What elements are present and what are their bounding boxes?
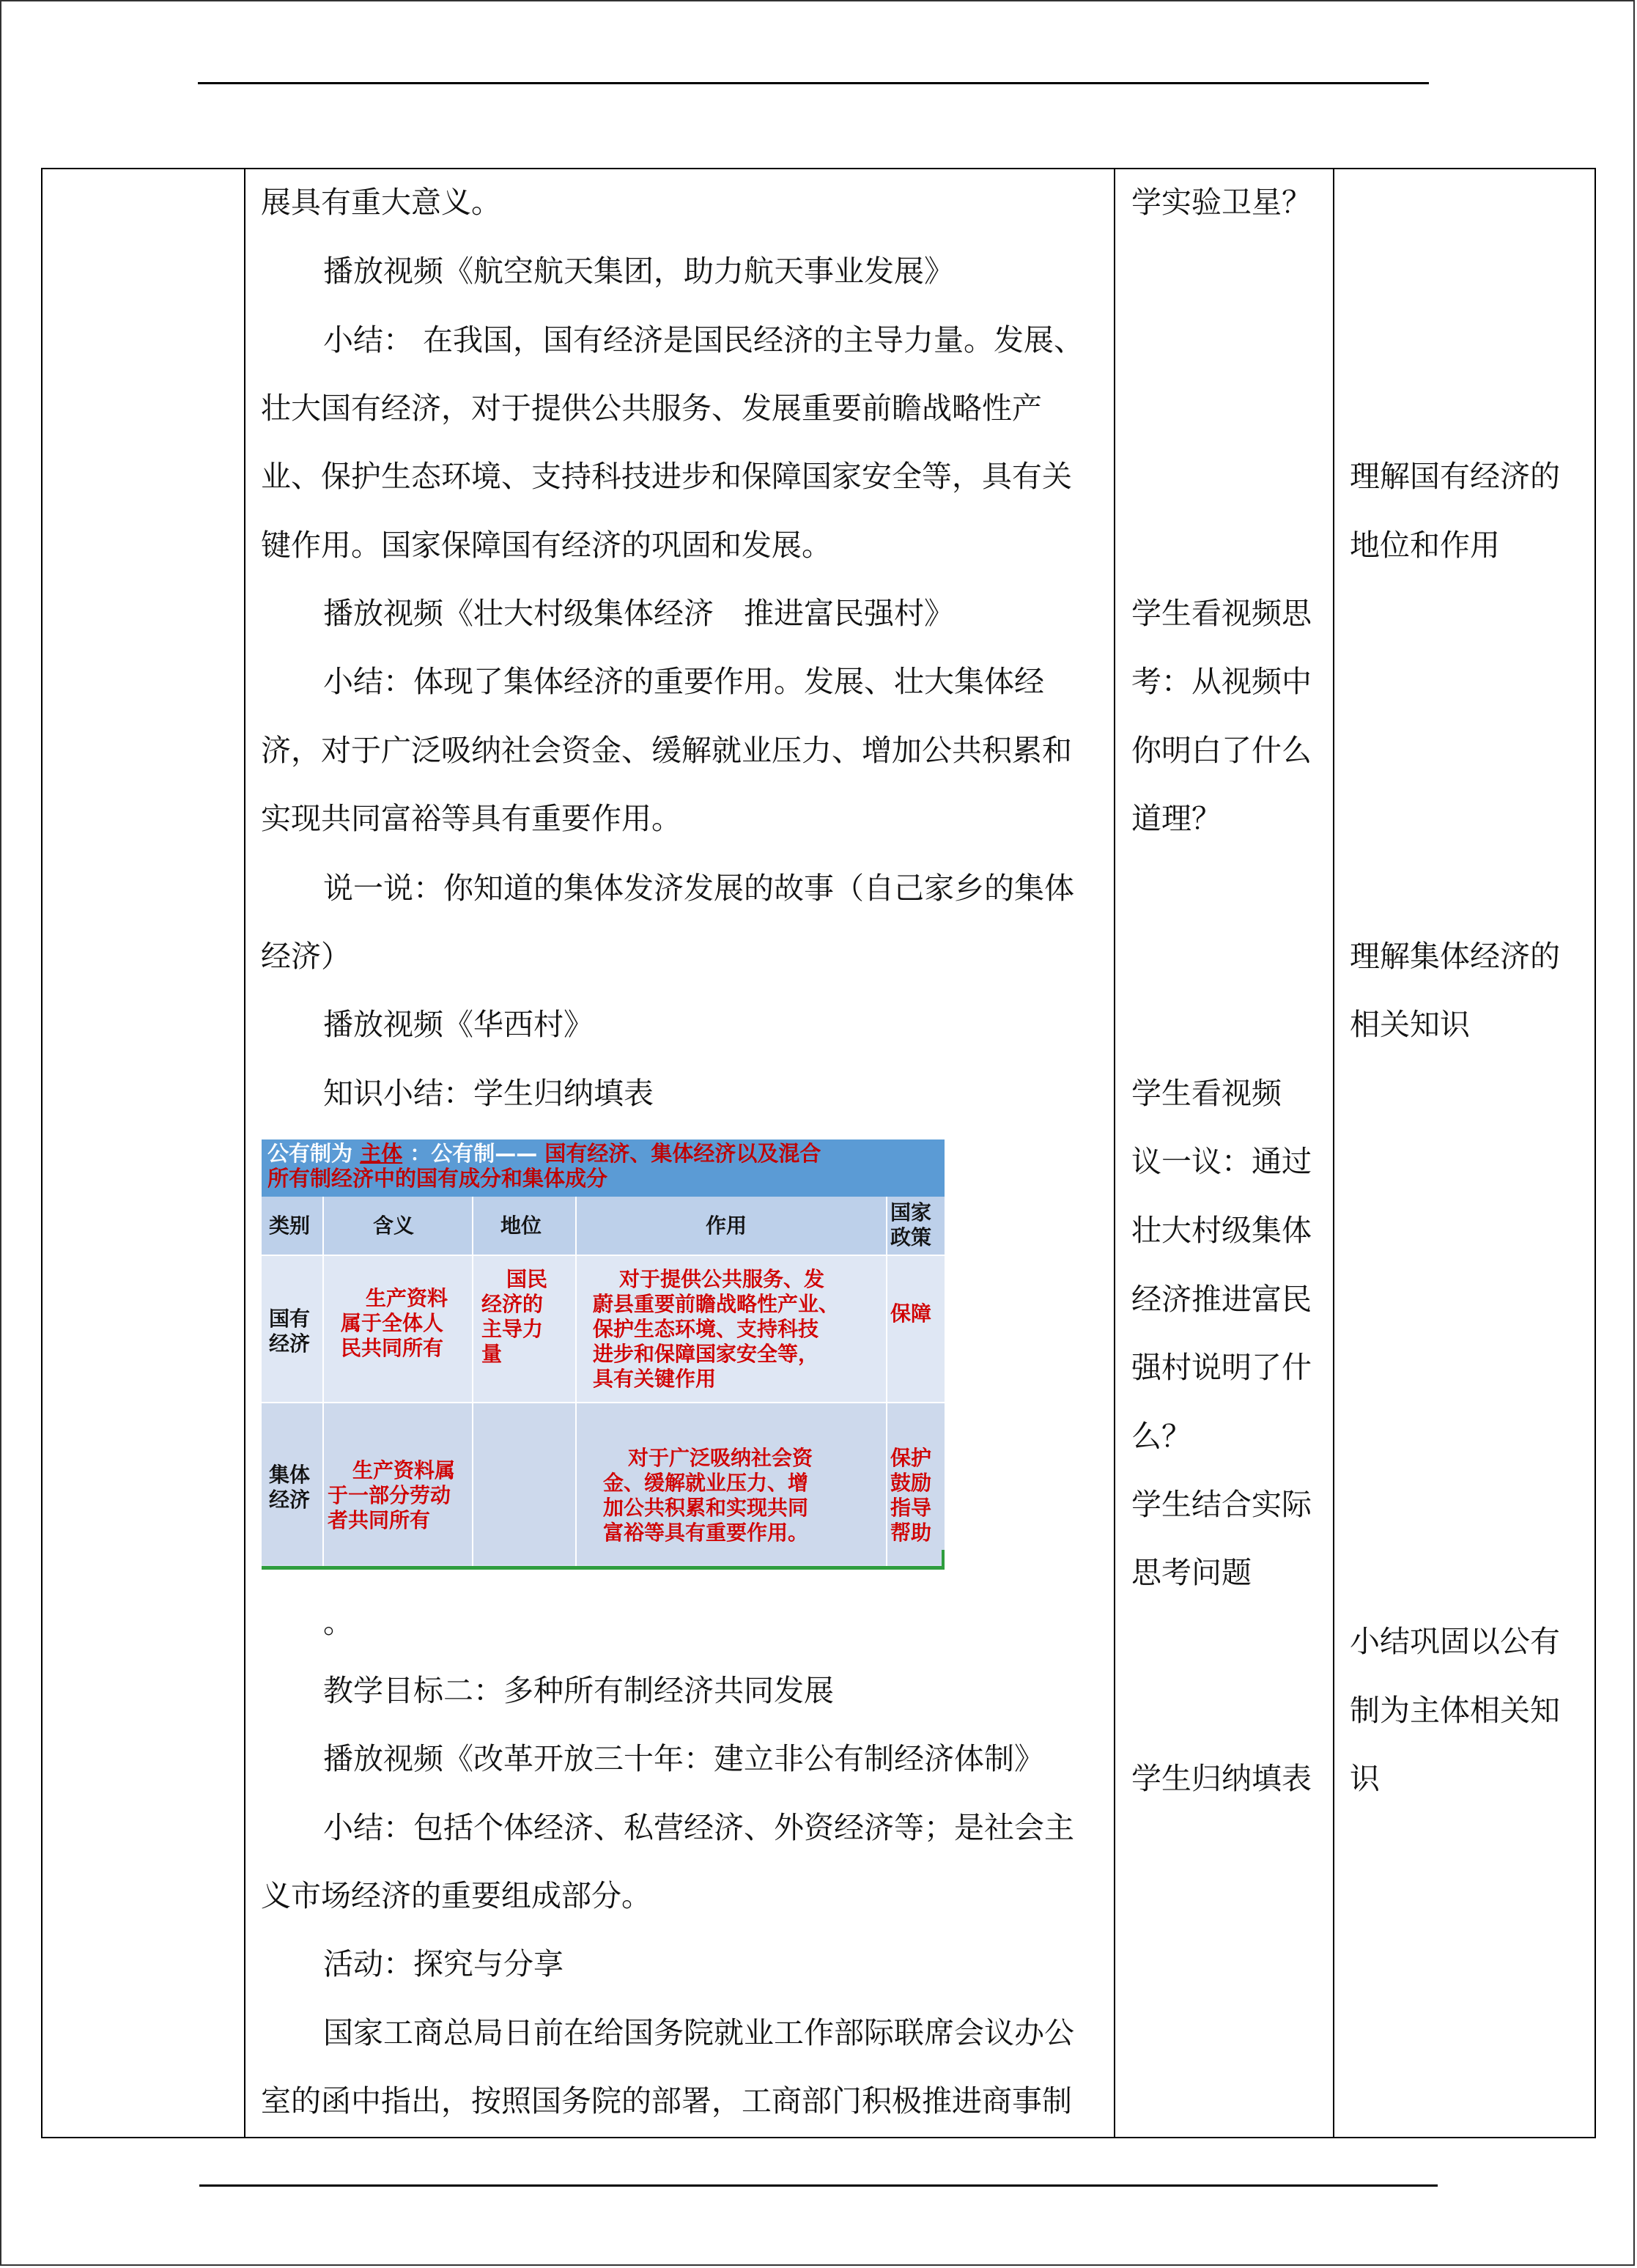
cell-meaning: 于一部分劳动 (328, 1483, 451, 1507)
cell-role: 蔚县重要前瞻战略性产业、 (593, 1292, 840, 1316)
figure-gridline (322, 1197, 324, 1566)
cell-role: 具有关键作用 (593, 1367, 717, 1391)
goal-line: 制为主体相关知 (1350, 1693, 1560, 1728)
cell-status: 主导力 (481, 1317, 544, 1341)
cell-role: 对于广泛吸纳社会资 (628, 1446, 813, 1470)
header-policy: 政策 (890, 1225, 932, 1249)
figure-gridline (575, 1197, 577, 1566)
column-divider-2 (1114, 168, 1115, 2138)
table-top-border (41, 168, 1596, 169)
process-line: 室的函中指出，按照国务院的部署，工商部门积极推进商事制 (261, 2083, 1072, 2119)
process-line: 说一说：你知道的集体发济发展的故事（自己家乡的集体 (323, 871, 1074, 906)
cell-role: 富裕等具有重要作用。 (603, 1521, 809, 1545)
cell-role: 进步和保障国家安全等， (593, 1342, 819, 1366)
process-line: 壮大国有经济，对于提供公共服务、发展重要前瞻战略性产 (261, 391, 1042, 426)
process-line: 济，对于广泛吸纳社会资金、缓解就业压力、增加公共积累和 (261, 733, 1072, 768)
goal-line: 理解国有经济的 (1350, 459, 1560, 494)
header-status: 地位 (500, 1214, 542, 1238)
cell-policy: 保障 (890, 1301, 932, 1326)
activity-line: 么？ (1131, 1419, 1191, 1454)
table-right-border (1594, 168, 1596, 2138)
activity-line: 你明白了什么 (1131, 733, 1312, 768)
process-line: 业、保护生态环境、支持科技进步和保障国家安全等，具有关 (261, 459, 1072, 494)
figure-header-row (262, 1197, 945, 1255)
activity-line: 壮大村级集体 (1131, 1213, 1312, 1248)
cell-category: 经济 (269, 1331, 311, 1356)
process-line: 义市场经济的重要组成部分。 (261, 1878, 651, 1913)
table-bottom-border (41, 2137, 1596, 2138)
process-line: 播放视频《壮大村级集体经济 推进富民强村》 (323, 596, 954, 631)
process-line: 知识小结：学生归纳填表 (323, 1076, 654, 1111)
process-line: 播放视频《航空航天集团，助力航天事业发展》 (323, 254, 954, 289)
cell-meaning: 生产资料 (366, 1286, 448, 1310)
cell-status: 国民 (506, 1267, 548, 1291)
process-line: 小结：体现了集体经济的重要作用。发展、壮大集体经 (323, 664, 1044, 699)
cell-policy: 指导 (890, 1496, 932, 1520)
cell-policy: 鼓励 (890, 1471, 932, 1495)
process-line: 键作用。国家保障国有经济的巩固和发展。 (261, 528, 832, 563)
cell-category: 经济 (269, 1488, 311, 1512)
table-left-border (41, 168, 43, 2138)
activity-line: 学生归纳填表 (1131, 1761, 1312, 1796)
process-line: 展具有重大意义。 (261, 185, 501, 220)
header-category: 类别 (269, 1214, 311, 1238)
cell-category: 国有 (269, 1307, 311, 1331)
figure-gridline (262, 1402, 945, 1403)
activity-line: 学生看视频思 (1131, 596, 1312, 631)
summary-table-image (262, 1139, 945, 1570)
process-line: 播放视频《改革开放三十年：建立非公有制经济体制》 (323, 1741, 1044, 1776)
cell-meaning: 民共同所有 (341, 1336, 444, 1360)
process-line: 活动：探究与分享 (323, 1946, 563, 1981)
cell-meaning: 属于全体人 (341, 1311, 444, 1335)
header-policy: 国家 (890, 1200, 932, 1225)
cell-policy: 帮助 (890, 1521, 932, 1545)
header-rule (198, 82, 1429, 84)
figure-gridline (472, 1197, 473, 1566)
activity-line: 学生结合实际 (1131, 1487, 1312, 1522)
cell-role: 保护生态环境、支持科技 (593, 1317, 819, 1341)
cell-meaning: 生产资料属 (352, 1458, 456, 1482)
header-meaning: 含义 (373, 1214, 415, 1238)
header-role: 作用 (706, 1214, 747, 1238)
figure-title: 公有制为 主体 ：公有制—— 国有经济、集体经济以及混合 (267, 1141, 821, 1166)
process-line: 播放视频《华西村》 (323, 1007, 594, 1042)
activity-line: 学实验卫星？ (1131, 185, 1312, 220)
process-line: 经济） (261, 939, 351, 974)
goal-line: 理解集体经济的 (1350, 939, 1560, 974)
cell-category: 集体 (269, 1463, 311, 1487)
activity-line: 学生看视频 (1131, 1076, 1282, 1111)
figure-title-bar (262, 1139, 945, 1197)
activity-line: 道理？ (1131, 801, 1222, 836)
cell-policy: 保护 (890, 1446, 932, 1470)
cell-role: 金、缓解就业压力、增 (603, 1471, 809, 1495)
process-line: 实现共同富裕等具有重要作用。 (261, 801, 681, 836)
figure-gridline (262, 1255, 945, 1256)
cell-status: 量 (481, 1342, 503, 1366)
activity-line: 经济推进富民 (1131, 1282, 1312, 1317)
process-line: 小结：包括个体经济、私营经济、外资经济等；是社会主 (323, 1810, 1074, 1845)
footer-rule (199, 2184, 1438, 2187)
process-line: 小结： 在我国，国有经济是国民经济的主导力量。发展、 (323, 322, 1084, 358)
goal-line: 相关知识 (1350, 1007, 1470, 1042)
goal-line: 地位和作用 (1350, 528, 1500, 563)
goal-line: 识 (1350, 1761, 1380, 1796)
cell-status: 经济的 (481, 1292, 544, 1316)
cell-role: 对于提供公共服务、发 (619, 1267, 825, 1291)
process-line: 国家工商总局日前在给国务院就业工作部际联席会议办公 (323, 2015, 1074, 2050)
cell-role: 加公共积累和实现共同 (603, 1496, 809, 1520)
column-divider-1 (244, 168, 245, 2138)
cell-meaning: 者共同所有 (328, 1508, 431, 1532)
activity-line: 强村说明了什 (1131, 1350, 1312, 1385)
activity-line: 考：从视频中 (1131, 664, 1312, 699)
figure-bottom-edge (262, 1566, 945, 1570)
figure-title-line2: 所有制经济中的国有成分和集体成分 (267, 1166, 608, 1191)
goal-line: 小结巩固以公有 (1350, 1624, 1560, 1659)
process-line: 。 (323, 1605, 353, 1640)
activity-line: 思考问题 (1131, 1555, 1252, 1590)
activity-line: 议一议：通过 (1131, 1144, 1312, 1179)
column-divider-3 (1333, 168, 1334, 2138)
figure-right-edge (942, 1550, 945, 1570)
process-line: 教学目标二：多种所有制经济共同发展 (323, 1673, 834, 1708)
figure-gridline (886, 1197, 887, 1566)
